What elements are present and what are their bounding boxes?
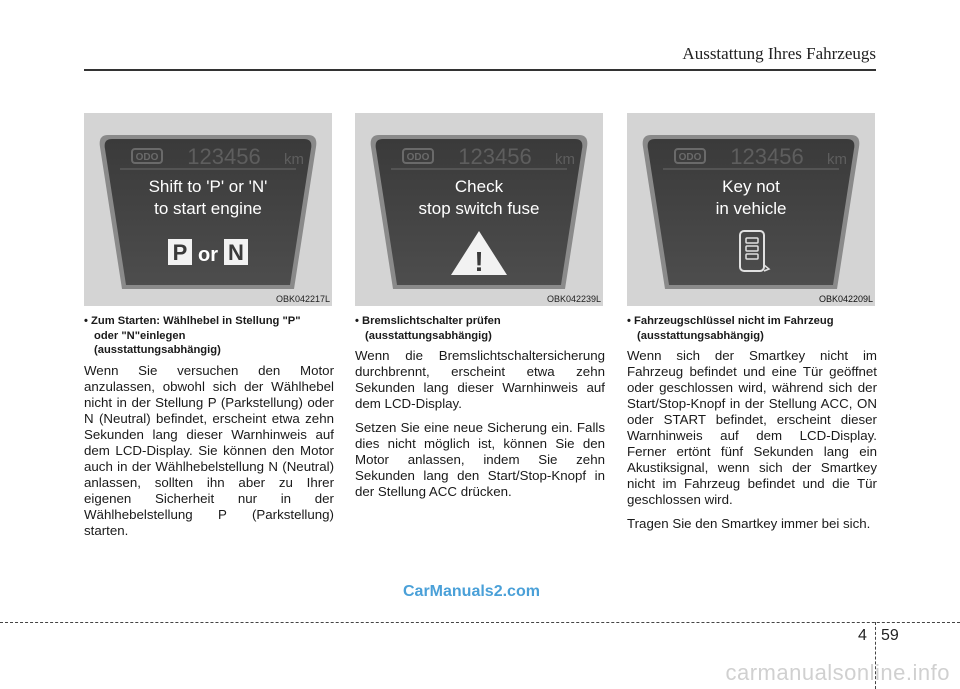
page-number: 59 [881,627,899,644]
svg-text:or: or [198,244,218,266]
figure-code: OBK042239L [546,294,601,304]
message-line-1: Shift to 'P' or 'N' [148,177,268,196]
header-rule [84,69,876,71]
odometer-digits: 123456 [458,144,532,169]
body-paragraph: Tragen Sie den Smartkey immer bei sich. [627,516,871,531]
footer-rule [0,622,960,623]
figure-check-stop-switch-fuse [355,113,603,306]
message-line-2: in vehicle [715,199,787,218]
body-paragraph: Wenn die Bremslichtschaltersicherung durchbrennt, erscheint etwa zehn Sekunden lang dieser Warnhinweis auf dem LCD-Display. [355,348,605,411]
bullet-heading: • Fahrzeugschlüssel nicht im Fahrzeug (ausstattungsabhängig) [627,315,834,342]
site-watermark: carmanualsonline.info [725,660,950,685]
section-key-not-in-vehicle [627,314,877,532]
chapter-number: 4 [858,627,867,644]
section-title: Ausstattung Ihres Fahrzeugs [682,44,876,63]
odometer-digits: 123456 [730,144,804,169]
svg-text:P: P [172,240,188,265]
bullet-heading: • Bremslichtschalter prüfen (ausstattungsabhängig) [355,315,501,342]
message-line-1: Check [454,177,504,196]
svg-text:!: ! [474,246,484,277]
odometer-unit: km [827,151,847,168]
figure-shift-to-p-or-n [84,113,332,306]
body-paragraph: Wenn Sie versuchen den Motor anzulassen, obwohl sich der Wählhebel nicht in der Stellung P (Parkstellung) oder N (Neutral) befindet, erscheint etwa zehn Sekunden lang dieser Warnhinweis auf dem LCD-Display. Sie können den Motor auch in der Wählhebelstellung N (Neutral) anlassen, sollten ihn aber zu Ihrer eigenen Sicherheit nur in der Wählhebelstellung P (Parkstellung) starten. [84,362,334,538]
odo-label: ODO [678,152,702,163]
watermark-link[interactable]: CarManuals2.com [403,583,540,600]
odometer-digits: 123456 [187,144,261,169]
odometer-unit: km [555,151,575,168]
message-line-2: to start engine [154,199,262,218]
figure-code: OBK042217L [275,294,330,304]
odometer-unit: km [284,151,304,168]
figure-code: OBK042209L [818,294,873,304]
section-shift-to-p-or-n [84,314,334,539]
body-paragraph: Wenn sich der Smartkey nicht im Fahrzeug befindet und eine Tür geöffnet oder geschlossen wird, während sich der Start/Stop-Knopf in der Stellung ACC, ON oder START befindet, erscheint dieser Warnhinweis auf dem LCD-Display. Ferner ertönt fünf Sekunden lang ein Akustiksignal, wenn sich der Smartkey nicht im Fahrzeug befindet und die Tür geschlossen wird. [627,348,877,507]
odo-label: ODO [406,152,430,163]
message-line-1: Key not [722,177,780,196]
odo-label: ODO [135,152,159,163]
message-line-2: stop switch fuse [418,199,540,218]
svg-text:N: N [228,240,244,265]
body-paragraph: Setzen Sie eine neue Sicherung ein. Falls dies nicht möglich ist, können Sie den Motor anlassen, indem Sie zehn Sekunden lang den Start/Stop-Knopf in der Stellung ACC drücken. [355,420,605,499]
section-stop-switch-fuse [355,314,605,500]
bullet-heading: • Zum Starten: Wählhebel in Stellung "P" oder "N"einlegen (ausstattungsabhängig) [84,315,301,356]
figure-key-not-in-vehicle [627,113,875,306]
